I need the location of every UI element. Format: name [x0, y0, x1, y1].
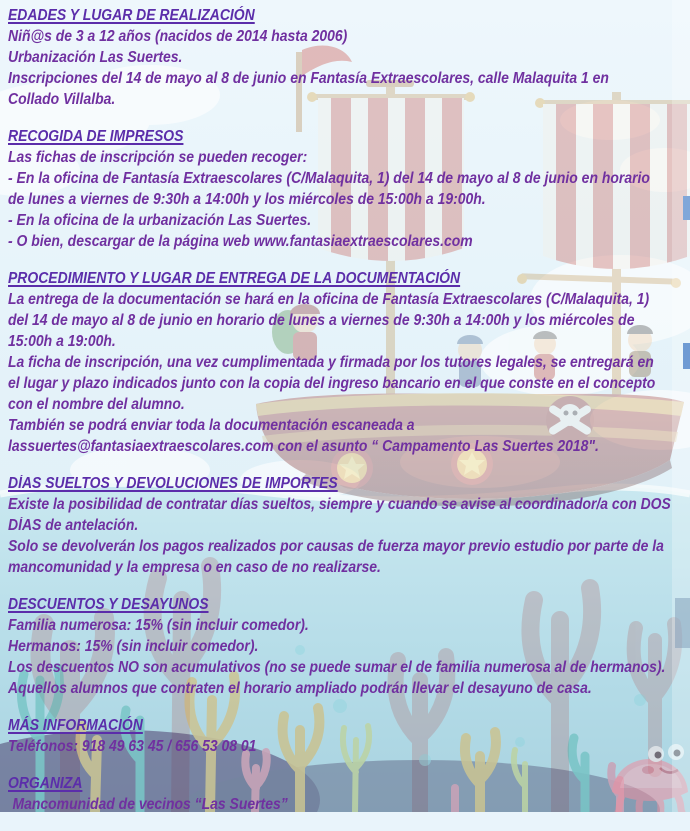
section-heading: MÁS INFORMACIÓN [8, 717, 143, 734]
text-line: el lugar y plazo indicados junto con la copia del ingreso bancario en el que conste en el concepto [8, 375, 656, 392]
text-line: Hermanos: 15% (sin incluir comedor). [8, 638, 259, 655]
text-line: Mancomunidad de vecinos “Las Suertes” [12, 796, 288, 813]
section-heading: DESCUENTOS Y DESAYUNOS [8, 596, 209, 613]
section-heading: RECOGIDA DE IMPRESOS [8, 128, 184, 145]
text-line: - O bien, descargar de la página web www.fantasiaextraescolares.com [8, 233, 473, 250]
text-line: Teléfonos: 918 49 63 45 / 656 53 08 01 [8, 738, 257, 755]
section-heading: DÍAS SUELTOS Y DEVOLUCIONES DE IMPORTES [8, 475, 338, 492]
text-line: de lunes a viernes de 9:30h a 14:00h y los miércoles de 15:00h a 19:00h. [8, 191, 486, 208]
text-line: La ficha de inscripción, una vez cumplimentada y firmada por los tutores legales, se entregará en [8, 354, 654, 371]
section-mas-informacion [8, 715, 688, 757]
text-line: DÍAS de antelación. [8, 517, 139, 534]
section-recogida [8, 126, 688, 252]
text-line: Collado Villalba. [8, 91, 116, 108]
section-heading: PROCEDIMIENTO Y LUGAR DE ENTREGA DE LA DOCUMENTACIÓN [8, 270, 461, 287]
text-line: La entrega de la documentación se hará en la oficina de Fantasía Extraescolares (C/Malaquita, 1) [8, 291, 650, 308]
text-line: del 14 de mayo al 8 de junio en horario de lunes a viernes de 9:30h a 14:00h y los miércoles de [8, 312, 635, 329]
text-line: - En la oficina de Fantasía Extraescolares (C/Malaquita, 1) del 14 de mayo al 8 de junio en horario [8, 170, 650, 187]
section-heading: ORGANIZA [8, 775, 83, 792]
section-procedimiento [8, 268, 688, 457]
text-line: Solo se devolverán los pagos realizados por causas de fuerza mayor previo estudio por parte de la [8, 538, 664, 555]
text-line: Aquellos alumnos que contraten el horario ampliado podrán llevar el desayuno de casa. [8, 680, 592, 697]
text-line: También se podrá enviar toda la documentación escaneada a [8, 417, 415, 434]
text-line: Los descuentos NO son acumulativos (no se puede sumar el de familia numerosa al de hermanos). [8, 659, 666, 676]
text-line: Las fichas de inscripción se pueden recoger: [8, 149, 308, 166]
text-line: lassuertes@fantasiaextraescolares.com con el asunto “ Campamento Las Suertes 2018". [8, 438, 599, 455]
section-organiza [8, 773, 688, 815]
section-edades [8, 5, 688, 110]
text-line: con el nombre del alumno. [8, 396, 185, 413]
flyer-text [8, 5, 688, 831]
text-line: - En la oficina de la urbanización Las Suertes. [8, 212, 312, 229]
text-line: Urbanización Las Suertes. [8, 49, 183, 66]
text-line: Familia numerosa: 15% (sin incluir comedor). [8, 617, 309, 634]
text-line: mancomunidad y la empresa o en caso de no realizarse. [8, 559, 381, 576]
section-descuentos [8, 594, 688, 699]
text-line: Existe la posibilidad de contratar días sueltos, siempre y cuando se avise al coordinador/a con DOS [8, 496, 671, 513]
text-line: Niñ@s de 3 a 12 años (nacidos de 2014 hasta 2006) [8, 28, 348, 45]
text-line: 15:00h a 19:00h. [8, 333, 116, 350]
text-line: Inscripciones del 14 de mayo al 8 de junio en Fantasía Extraescolares, calle Malaquita 1 en [8, 70, 609, 87]
section-heading: EDADES Y LUGAR DE REALIZACIÓN [8, 7, 255, 24]
section-dias-sueltos [8, 473, 688, 578]
